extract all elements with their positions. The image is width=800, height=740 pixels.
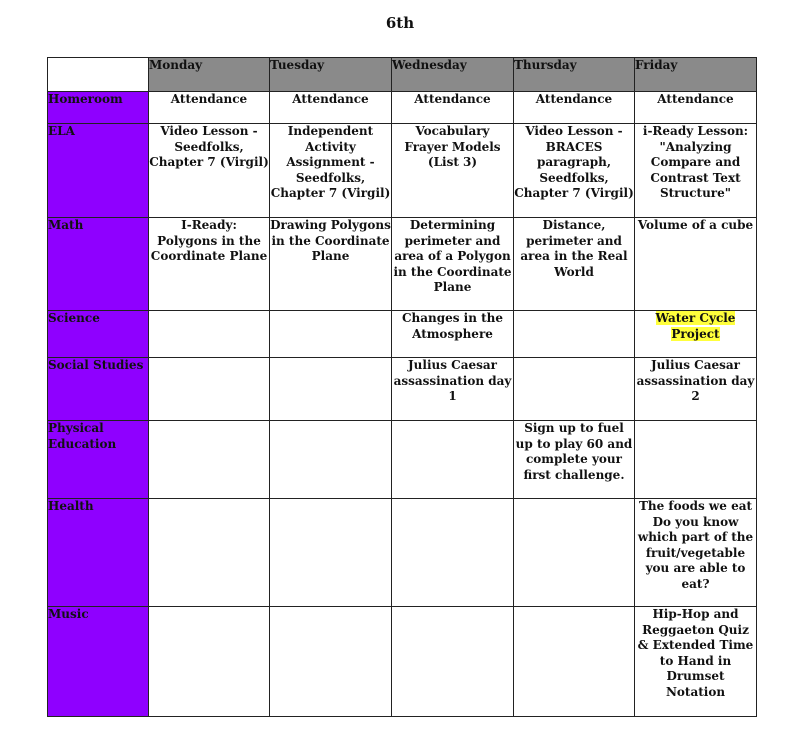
table-cell (270, 311, 392, 358)
table-cell (270, 421, 392, 499)
table-cell: Julius Caesar assassination day 1 (392, 358, 514, 421)
table-cell: Attendance (270, 92, 392, 124)
table-cell (270, 607, 392, 717)
table-row (48, 124, 757, 218)
table-cell: Attendance (514, 92, 635, 124)
day-header-friday: Friday (635, 58, 757, 92)
highlighted-text: Water Cycle Project (655, 311, 736, 341)
table-cell (514, 607, 635, 717)
table-cell: Distance, perimeter and area in the Real World (514, 218, 635, 311)
subject-science: Science (48, 311, 149, 358)
page-title: 6th (385, 14, 415, 32)
table-cell (392, 421, 514, 499)
day-header-tuesday: Tuesday (270, 58, 392, 92)
day-header-monday: Monday (149, 58, 270, 92)
header-row (48, 58, 757, 92)
table-cell: Attendance (392, 92, 514, 124)
subject-homeroom: Homeroom (48, 92, 149, 124)
table-cell (149, 358, 270, 421)
table-row (48, 607, 757, 717)
table-cell (270, 499, 392, 607)
table-row (48, 499, 757, 607)
subject-physical-education: Physical Education (48, 421, 149, 499)
table-cell: Attendance (635, 92, 757, 124)
day-header-thursday: Thursday (514, 58, 635, 92)
table-cell (392, 607, 514, 717)
table-cell (149, 421, 270, 499)
table-row (48, 218, 757, 311)
table-cell: Drawing Polygons in the Coordinate Plane (270, 218, 392, 311)
subject-health: Health (48, 499, 149, 607)
table-cell: Vocabulary Frayer Models (List 3) (392, 124, 514, 218)
table-row (48, 311, 757, 358)
table-cell (635, 421, 757, 499)
table-row (48, 358, 757, 421)
table-cell: Changes in the Atmosphere (392, 311, 514, 358)
table-row (48, 92, 757, 124)
table-cell: Determining perimeter and area of a Polygon in the Coordinate Plane (392, 218, 514, 311)
table-cell: Volume of a cube (635, 218, 757, 311)
table-cell (149, 311, 270, 358)
table-cell (392, 499, 514, 607)
table-cell (514, 499, 635, 607)
table-cell: Video Lesson - BRACES paragraph, Seedfolks, Chapter 7 (Virgil) (514, 124, 635, 218)
subject-ela: ELA (48, 124, 149, 218)
table-cell (514, 358, 635, 421)
subject-math: Math (48, 218, 149, 311)
table-cell (149, 499, 270, 607)
table-cell: Video Lesson - Seedfolks, Chapter 7 (Virgil) (149, 124, 270, 218)
table-cell (270, 358, 392, 421)
schedule-table (47, 57, 757, 717)
table-cell: Sign up to fuel up to play 60 and complete your first challenge. (514, 421, 635, 499)
day-header-wednesday: Wednesday (392, 58, 514, 92)
table-row (48, 421, 757, 499)
subject-social-studies: Social Studies (48, 358, 149, 421)
subject-music: Music (48, 607, 149, 717)
table-cell (149, 607, 270, 717)
table-cell: I-Ready: Polygons in the Coordinate Plane (149, 218, 270, 311)
table-cell (635, 311, 757, 358)
table-cell: Attendance (149, 92, 270, 124)
corner-cell (48, 58, 149, 92)
table-cell: The foods we eat Do you know which part of the fruit/vegetable you are able to eat? (635, 499, 757, 607)
table-cell: i-Ready Lesson: "Analyzing Compare and Contrast Text Structure" (635, 124, 757, 218)
table-cell: Independent Activity Assignment - Seedfolks, Chapter 7 (Virgil) (270, 124, 392, 218)
table-cell (514, 311, 635, 358)
table-cell: Hip-Hop and Reggaeton Quiz & Extended Time to Hand in Drumset Notation (635, 607, 757, 717)
table-cell: Julius Caesar assassination day 2 (635, 358, 757, 421)
